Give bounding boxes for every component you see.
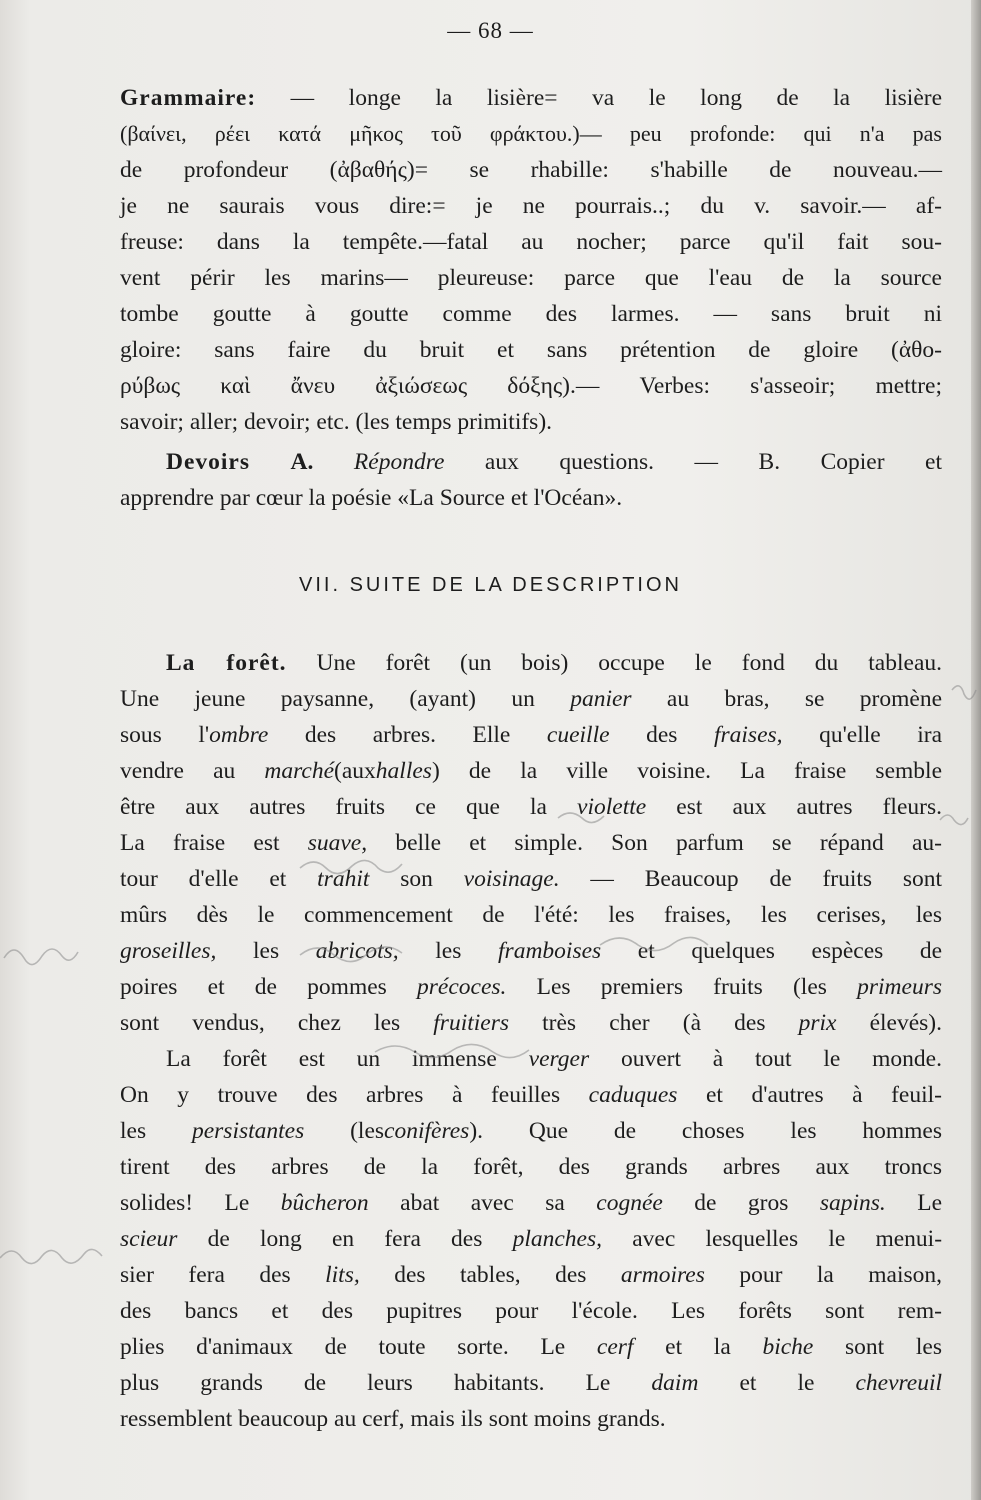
foret-label: La forêt. — [166, 650, 287, 676]
margin-scribble-left-1 — [4, 949, 78, 965]
foret-line-2: Une jeune paysanne, (ayant) un panier au bras, se promène — [120, 686, 942, 712]
verger-line-8: des bancs et des pupitres pour l'école. Les forêts sont rem- — [120, 1298, 942, 1324]
foret-line-8: mûrs dès le commencement de l'été: les fraises, les cerises, les — [120, 902, 942, 928]
page-edge — [971, 0, 981, 1500]
verger-line-1: La forêt est un immense verger ouvert à tout le monde. — [166, 1046, 942, 1072]
grammar-line-5: freuse: dans la tempête.—fatal au nocher; parce qu'il fait sou- — [120, 229, 942, 255]
grammar-line-6: vent périr les marins— pleureuse: parce que l'eau de la source — [120, 265, 942, 291]
foret-line-9: groseilles, les abricots, les framboises et quelques espèces de — [120, 938, 943, 964]
verger-line-10: plus grands de leurs habitants. Le daim et le chevreuil — [120, 1370, 943, 1396]
foret-line-4: vendre au marché(auxhalles) de la ville voisine. La fraise semble — [120, 758, 942, 784]
grammar-line-3: de profondeur (ἀβαθής)= se rhabille: s'habille de nouveau.— — [120, 157, 942, 183]
grammar-paragraph — [120, 80, 942, 440]
foret-line-1: La forêt. Une forêt (un bois) occupe le fond du tableau. — [166, 650, 943, 676]
devoirs-line-2: apprendre par cœur la poésie «La Source et l'Océan». — [120, 485, 623, 511]
verger-line-4: tirent des arbres de la forêt, des grands arbres aux troncs — [120, 1154, 942, 1180]
grammar-line-1: Grammaire: — longe la lisière= va le long de la lisière — [120, 85, 943, 111]
verger-line-6: scieur de long en fera des planches, avec lesquelles le menui- — [120, 1226, 943, 1252]
grammar-line-9: ρύβως καὶ ἄνευ ἀξιώσεως δόξης).— Verbes: s'asseoir; mettre; — [120, 373, 942, 399]
foret-line-10: poires et de pommes précoces. Les premiers fruits (les primeurs — [120, 974, 942, 1000]
foret-paragraph — [120, 645, 942, 1041]
foret-line-6: La fraise est suave, belle et simple. Son parfum se répand au- — [120, 830, 942, 856]
grammar-line-2: (βαίνει, ρέει κατά μῆκος τοῦ φράκτου.)— peu profonde: qui n'a pas — [120, 121, 942, 146]
scribble-right — [940, 815, 968, 825]
devoirs-label: Devoirs — [166, 449, 251, 475]
verger-line-7: sier fera des lits, des tables, des armoires pour la maison, — [120, 1262, 943, 1288]
foret-line-11: sont vendus, chez les fruitiers très cher (à des prix élevés). — [120, 1010, 942, 1036]
grammar-line-10: savoir; aller; devoir; etc. (les temps primitifs). — [120, 409, 553, 435]
foret-line-5: être aux autres fruits ce que la violette est aux autres fleurs. — [120, 794, 942, 820]
margin-scribble-left-2 — [0, 1249, 102, 1263]
page-number: — 68 — — [447, 18, 534, 43]
verger-paragraph — [120, 1041, 942, 1437]
grammar-line-4: je ne saurais vous dire:= je ne pourrais..; du v. savoir.— af- — [120, 193, 942, 219]
foret-line-7: tour d'elle et trahit son voisinage. — Beaucoup de fruits sont — [120, 866, 943, 892]
verger-line-11: ressemblent beaucoup au cerf, mais ils sont moins grands. — [120, 1406, 666, 1432]
section-heading: VII. SUITE DE LA DESCRIPTION — [299, 574, 682, 596]
devoirs-paragraph — [120, 444, 942, 516]
verger-line-2: On y trouve des arbres à feuilles caduques et d'autres à feuil- — [120, 1082, 942, 1108]
foret-line-3: sous l'ombre des arbres. Elle cueille des fraises, qu'elle ira — [120, 722, 943, 748]
grammar-label: Grammaire: — [120, 85, 257, 111]
grammar-line-7: tombe goutte à goutte comme des larmes. — sans bruit ni — [120, 301, 942, 327]
verger-line-9: plies d'animaux de toute sorte. Le cerf et la biche sont les — [120, 1334, 942, 1360]
verger-line-5: solides! Le bûcheron abat avec sa cognée de gros sapins. Le — [120, 1190, 943, 1216]
devoirs-line-1: Devoirs A. Répondre aux questions. — B. Copier et — [166, 449, 943, 475]
verger-line-3: les persistantes (lesconifères). Que de choses les hommes — [120, 1118, 943, 1144]
grammar-line-8: gloire: sans faire du bruit et sans prétention de gloire (ἀθο- — [120, 337, 942, 363]
